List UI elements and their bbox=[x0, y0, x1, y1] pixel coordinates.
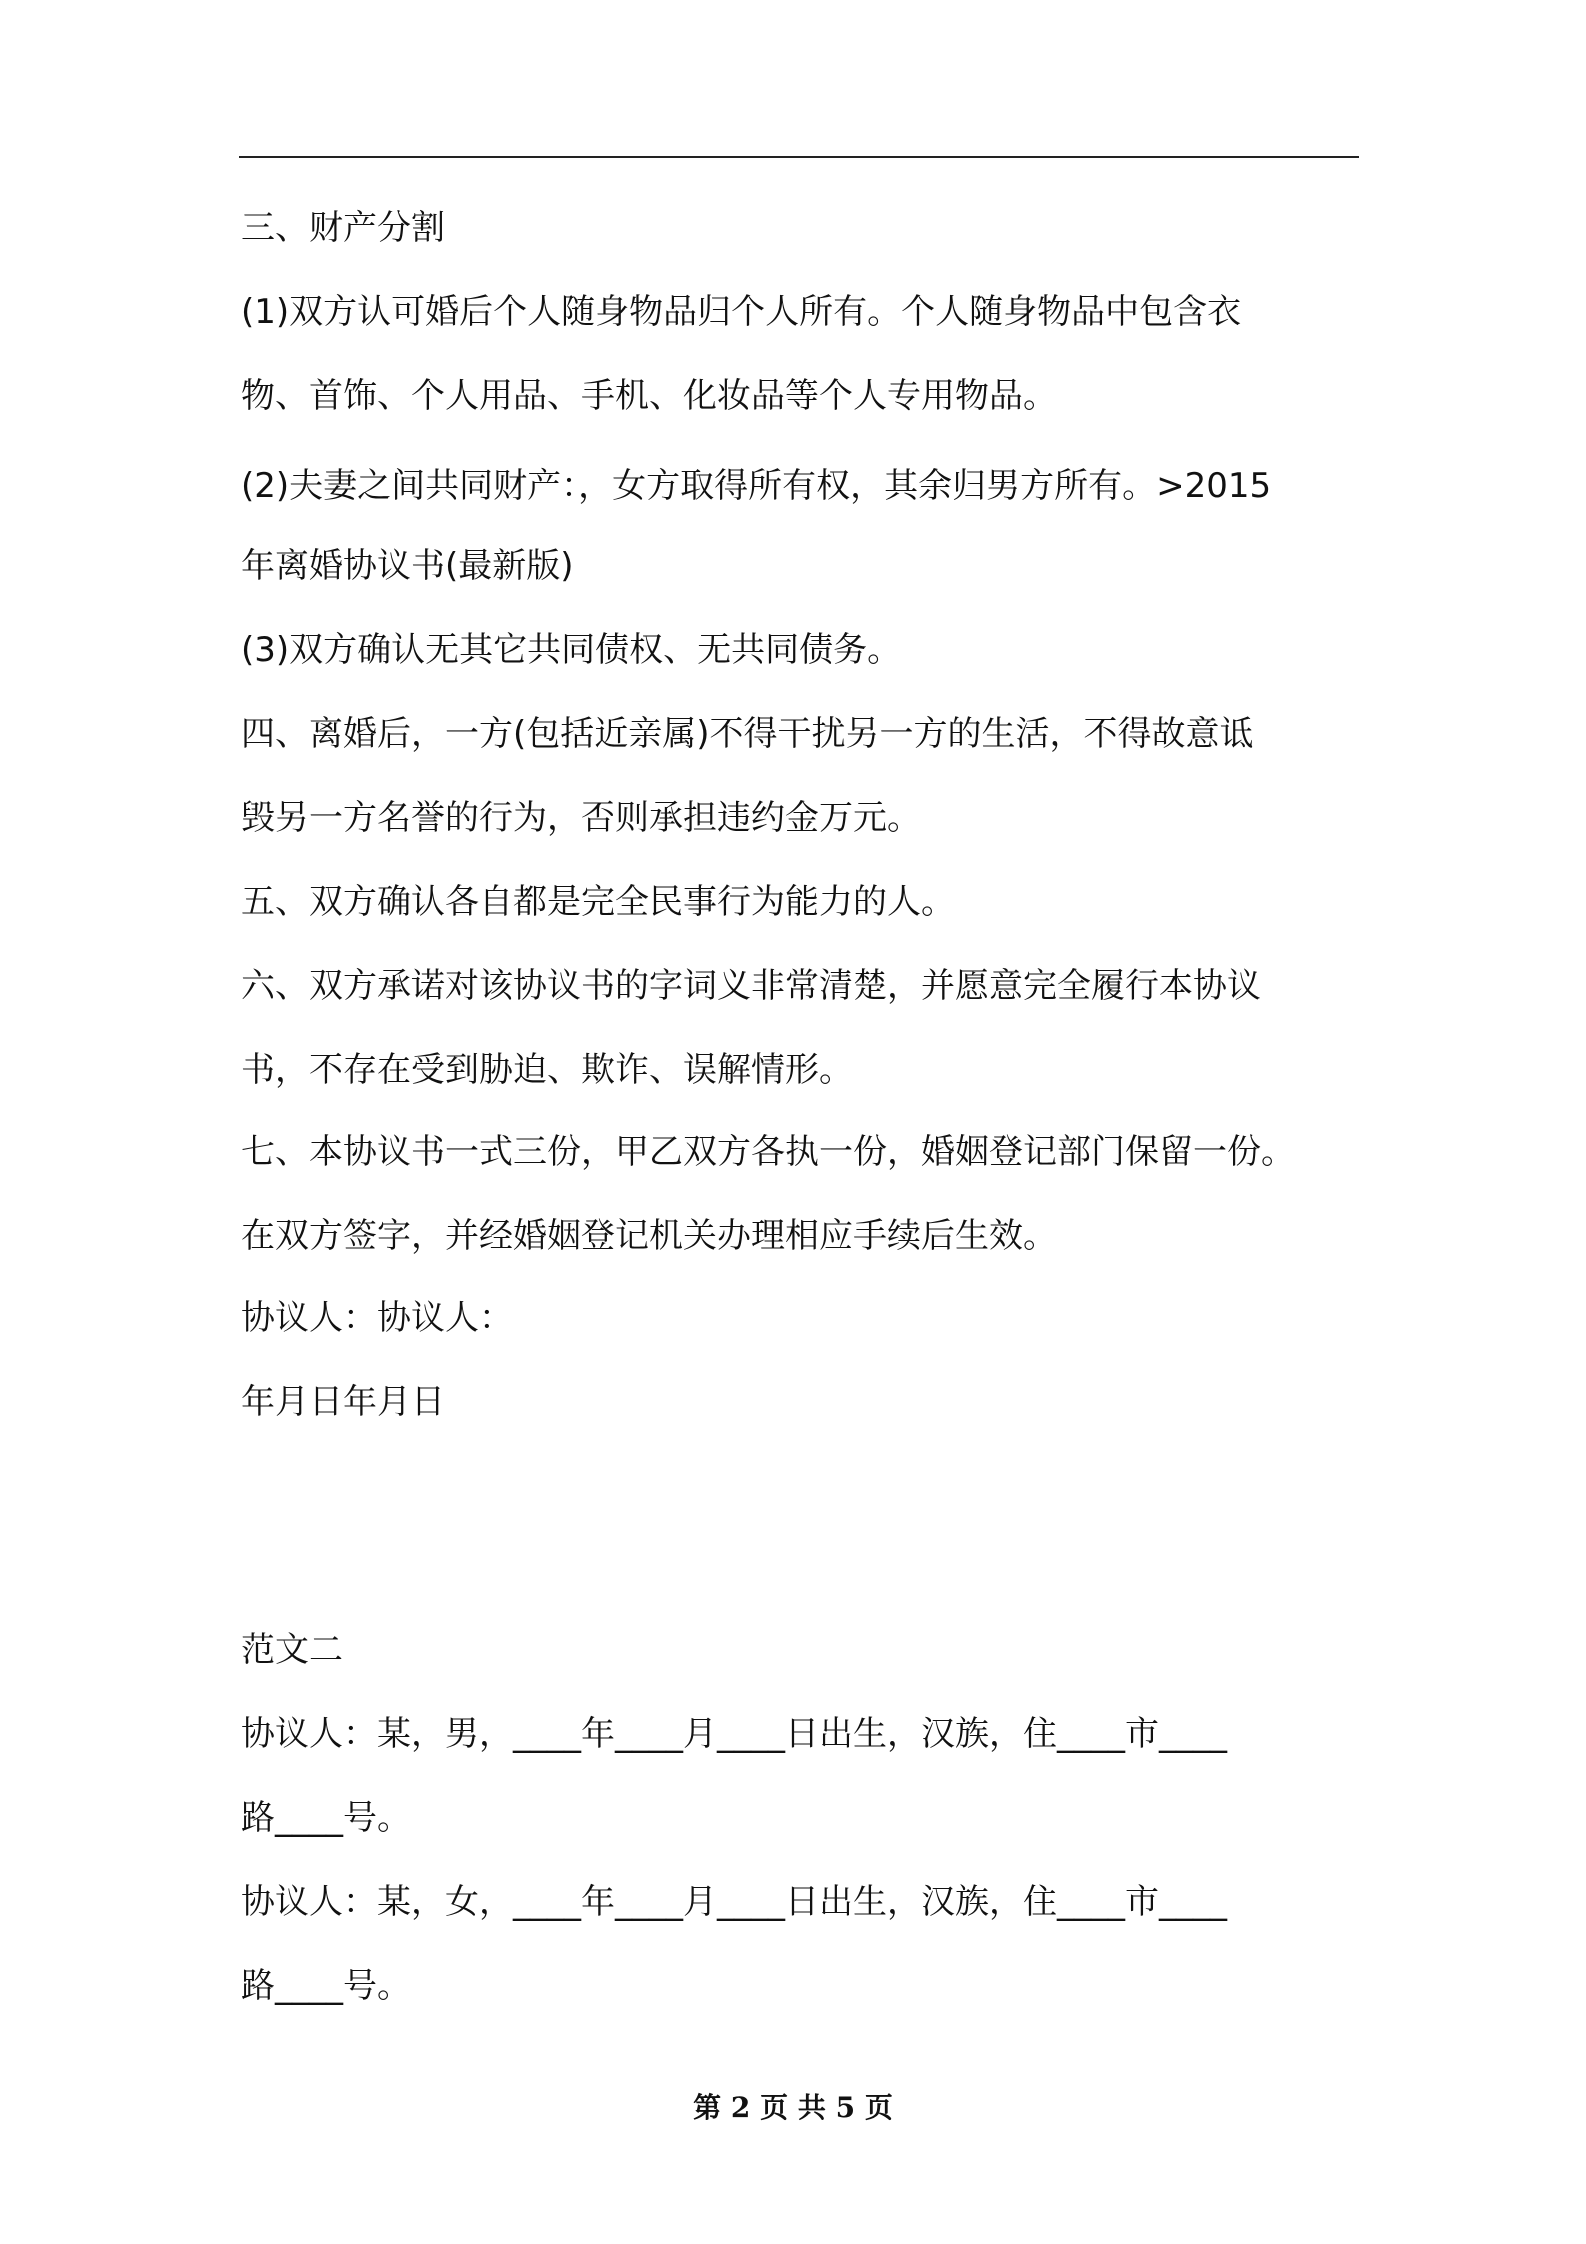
section-heading-property: 三、财产分割 bbox=[241, 208, 445, 248]
paragraph-line: 五、双方确认各自都是完全民事行为能力的人。 bbox=[241, 882, 955, 922]
paragraph-line: (2)夫妻之间共同财产：，女方取得所有权，其余归男方所有。>2015 bbox=[241, 466, 1272, 506]
paragraph-line: 七、本协议书一式三份，甲乙双方各执一份，婚姻登记部门保留一份。 bbox=[241, 1132, 1295, 1172]
paragraph-line: 在双方签字，并经婚姻登记机关办理相应手续后生效。 bbox=[241, 1216, 1057, 1256]
party-info-line: 路____号。 bbox=[241, 1798, 411, 1838]
date-line: 年月日年月日 bbox=[241, 1382, 445, 1422]
signature-label-line: 协议人：协议人： bbox=[241, 1298, 513, 1338]
party-info-line: 路____号。 bbox=[241, 1966, 411, 2006]
paragraph-line: 毁另一方名誉的行为，否则承担违约金万元。 bbox=[241, 798, 921, 838]
paragraph-line: (3)双方确认无其它共同债权、无共同债务。 bbox=[241, 630, 902, 670]
party-info-line: 协议人：某，女，____年____月____日出生，汉族，住____市____ bbox=[241, 1882, 1227, 1922]
paragraph-line: 四、离婚后，一方(包括近亲属)不得干扰另一方的生活，不得故意诋 bbox=[241, 714, 1254, 754]
paragraph-line: 物、首饰、个人用品、手机、化妆品等个人专用物品。 bbox=[241, 376, 1057, 416]
paragraph-line: (1)双方认可婚后个人随身物品归个人所有。个人随身物品中包含衣 bbox=[241, 292, 1242, 332]
paragraph-line: 书，不存在受到胁迫、欺诈、误解情形。 bbox=[241, 1050, 853, 1090]
paragraph-line: 年离婚协议书(最新版) bbox=[241, 546, 574, 586]
party-info-line: 协议人：某，男，____年____月____日出生，汉族，住____市____ bbox=[241, 1714, 1227, 1754]
paragraph-line: 六、双方承诺对该协议书的字词义非常清楚，并愿意完全履行本协议 bbox=[241, 966, 1261, 1006]
header-rule bbox=[239, 156, 1359, 158]
section-heading-sample-two: 范文二 bbox=[241, 1630, 343, 1670]
page-number-footer: 第 2 页 共 5 页 bbox=[693, 2091, 893, 2124]
